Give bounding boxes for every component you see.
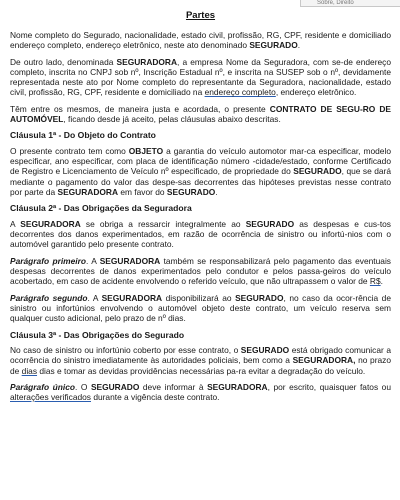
intro-paragraph-agreement [10,104,391,125]
c3p1-text-4: dias e tomar as devidas providências necessárias pa-ra evitar a degradação do veículo. [37,365,366,376]
c2p2-text-3: . [380,276,383,287]
clause-3-paragrafo-unico [10,382,391,403]
c2p2-text-1: . A [85,255,100,266]
intro1-text-1: Nome completo do Segurado, nacionalidade, estado civil, profissão, RG, CPF, residente e domiciliado endereço completo, endereço eletrônico, neste ato denominado [10,30,391,51]
c2p3-bold-seguradora: SEGURADORA [101,292,163,303]
c2p1-bold-seguradora: SEGURADORA [20,218,81,229]
c1p1-text-4: em favor do [118,187,167,198]
c2p1-text-1: A [10,218,21,229]
c3p1-bold-seguradora: SEGURADORA, [292,355,356,366]
clause-2-paragrafo-primeiro [10,256,391,287]
intro2-bold-seguradora: SEGURADORA [116,56,178,67]
clause-1-heading: Cláusula 1ª - Do Objeto do Contrato [10,130,156,141]
intro2-text-2: , a empresa Nome da Seguradora, com se-de endereço completo, inscrita no CNPJ sob nº, Inscrição Estadual nº, e inscrita na SUSEP sob o nº, devidamente representada neste ato por Nome completo do representante da Seguradora, nacionalidade, estado civil, profissão, RG, CPF, residente e domiciliado na [10,56,391,98]
clause-2-heading: Cláusula 2ª - Das Obrigações da Seguradora [10,203,192,214]
c3p2-bold-segurado: SEGURADO [90,381,140,392]
c3p1-text-2: está obrigado comunicar a ocorrência do sinistro imediatamente às autoridades policiais, bem como a [10,345,391,366]
c3p2-underlined-alteracoes: alterações verificados [10,392,91,403]
c2p2-text-2: também se responsabilizará pelo pagamento das eventuais despesas decorrentes de danos experimentados pelo condutor e pelos passa-geiros do veículo acobertado, em caso de acidente envolvendo o referido veículo, que não ultrapassem o valor de [10,255,391,287]
intro2-underlined-address: endereço completo [204,87,276,98]
c3p2-text-4: durante a vigência deste contrato. [91,392,220,403]
c3p1-text-3: no prazo de [10,355,391,376]
clause-2-paragrafo-segundo [10,293,391,324]
intro1-bold-segurado: SEGURADO [249,40,298,51]
c1p1-text-2: a garantia do veículo automotor mar-ca especificar, modelo especificar, ano especificar, com placa de identificação número -cidade/estado, conforme Certificado de Registro e Licenciamento de Veículo nº especificado, de propriedade do [10,145,391,177]
c3p2-text-3: , por escrito, quaisquer fatos ou [267,381,392,392]
c3p2-text-1: . O [74,381,91,392]
c3p1-bold-segurado: SEGURADO [240,345,290,356]
c2p3-text-2: disponibilizará ao [162,292,236,303]
c2p2-underlined-currency: R$ [369,276,381,287]
intro3-bold-contract: CONTRATO DE SEGU-RO DE AUTOMÓVEL [10,103,392,125]
c3p1-underlined-dias: dias [21,365,38,376]
c1p1-bold-segurado: SEGURADO [293,166,342,177]
c2p3-italic-label: Parágrafo segundo [10,292,88,303]
c1p1-bold-segurado-2: SEGURADO [166,187,216,198]
c1p1-bold-seguradora: SEGURADORA [57,187,118,198]
c1p1-text-1: O presente contrato tem como [10,145,129,156]
intro2-text-1: De outro lado, denominada [10,56,117,67]
c2p3-text-3: , no caso da ocor-rência de sinistro ou infortúnios envolvendo o automóvel objeto deste contrato, um veículo reserva sem qualquer custo adicional, pelo prazo de nº dias. [10,292,391,324]
c1p1-bold-objeto: OBJETO [128,145,164,156]
c2p3-bold-segurado: SEGURADO [235,292,284,303]
c2p2-italic-label: Parágrafo primeiro [10,255,86,266]
c2p1-text-3: as despesas e cus-tos decorrentes dos danos experimentados, em razão de ocorrência de sinistro ou infortú-nios com o automóvel garantido pelo presente contrato. [10,218,391,250]
clause-1-paragraph [10,146,391,197]
intro3-text-1: Têm entre os mesmos, de maneira justa e acordada, o presente [10,103,270,114]
intro1-text-2: . [297,40,301,51]
c3p2-italic-label: Parágrafo único [10,381,75,392]
c3p2-text-2: deve informar à [139,381,208,392]
clause-2-paragraph [10,219,391,250]
clause-3-heading: Cláusula 3ª - Das Obrigações do Segurado [10,329,185,340]
c1p1-text-3: , que se dará mediante o pagamento do valor das despe-sas decorrentes das hipóteses previstas nesse contrato por parte da [10,166,392,198]
intro-paragraph-seguradora [10,57,391,98]
c2p1-text-2: se obriga a ressarcir integralmente ao [80,218,246,229]
c2p3-text-1: . A [87,292,102,303]
clause-3-paragraph [10,345,391,376]
c3p1-text-1: No caso de sinistro ou infortúnio coberto por esse contrato, o [10,345,241,356]
top-strip-text: Sobre, Direito [317,0,354,6]
intro3-text-2: , ficando desde já aceito, pelas cláusulas abaixo descritas. [63,114,281,125]
c2p2-bold-seguradora: SEGURADORA [99,255,161,266]
intro-paragraph-segurado [10,30,391,51]
c3p2-bold-seguradora: SEGURADORA [207,381,268,392]
document-title: Partes [185,10,216,21]
c1p1-text-5: . [215,187,218,198]
c2p1-bold-segurado: SEGURADO [245,218,295,229]
intro2-text-3: , endereço eletrônico. [275,87,357,98]
